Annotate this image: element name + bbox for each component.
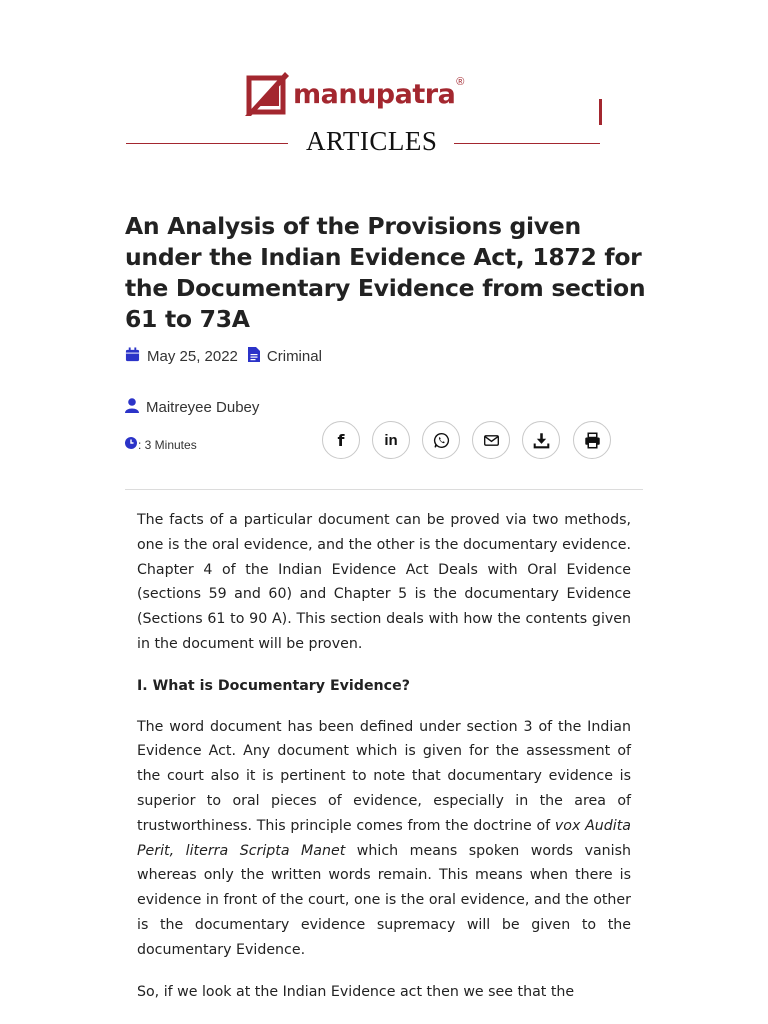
logo-text: manupatra: [293, 78, 456, 110]
paragraph-definition-part-1: The word document has been defined under section 3 of the Indian Evidence Act. Any document which is given for the assessment of the court also it is pertinent to note that documentary evidence is superior to oral pieces of evidence, especially in the area of trustworthiness. This principle comes from the doctrine of: [137, 718, 631, 834]
share-linkedin-button[interactable]: [372, 421, 410, 459]
article-title: An Analysis of the Provisions given under the Indian Evidence Act, 1872 for the Documentary Evidence from section 61 to 73A: [125, 212, 646, 333]
paragraph-definition-part-2: which means spoken words vanish whereas only the written words remain. This means when there is evidence in front of the court, one is the oral evidence, and the other is the documentary evidence supremacy will be given to the documentary Evidence.: [137, 842, 631, 958]
read-time-row: [125, 437, 197, 452]
article-body: [137, 508, 631, 1021]
article-category[interactable]: Criminal: [266, 348, 322, 365]
download-icon: [533, 432, 550, 449]
articles-banner: [126, 126, 600, 158]
facebook-icon: f: [337, 430, 345, 450]
article-date: May 25, 2022: [147, 348, 238, 365]
linkedin-icon: in: [384, 431, 398, 449]
section-heading: I. What is Documentary Evidence?: [137, 677, 410, 694]
header-accent-bar: [599, 99, 602, 125]
download-button[interactable]: [522, 421, 560, 459]
paragraph-continued: So, if we look at the Indian Evidence act then we see that the: [137, 983, 575, 1000]
article-author-row: [125, 398, 259, 417]
share-whatsapp-button[interactable]: [422, 421, 460, 459]
article-author[interactable]: Maitreyee Dubey: [146, 399, 260, 416]
logo-mark-icon: [245, 72, 289, 116]
logo[interactable]: [245, 72, 464, 116]
whatsapp-icon: [433, 432, 450, 449]
read-time: : 3 Minutes: [138, 437, 197, 452]
paragraph-intro: The facts of a particular document can be proved via two methods, one is the oral evidence, and the other is the documentary evidence. Chapter 4 of the Indian Evidence Act Deals with Oral Evidence (sections 59 and 60) and Chapter 5 is the documentary Evidence (Sections 61 to 90 A). This section deals with how the contents given in the document will be proven.: [137, 512, 631, 652]
content-divider: [125, 489, 643, 490]
email-icon: [483, 432, 500, 449]
banner-divider-left: [126, 143, 288, 144]
share-facebook-button[interactable]: [322, 421, 360, 459]
article-meta: [125, 347, 322, 366]
print-button[interactable]: [573, 421, 611, 459]
user-icon: [125, 398, 139, 417]
logo-registered-mark: ®: [456, 76, 465, 88]
calendar-icon: [125, 347, 140, 366]
latin-maxim: vox Audita Perit, literra Scripta Manet: [137, 817, 632, 859]
clock-icon: [125, 437, 137, 452]
share-email-button[interactable]: [472, 421, 510, 459]
print-icon: [584, 432, 601, 449]
paragraph-definition: [137, 715, 631, 963]
banner-divider-right: [454, 143, 600, 144]
section-label: ARTICLES: [306, 126, 438, 156]
document-icon: [248, 347, 260, 366]
